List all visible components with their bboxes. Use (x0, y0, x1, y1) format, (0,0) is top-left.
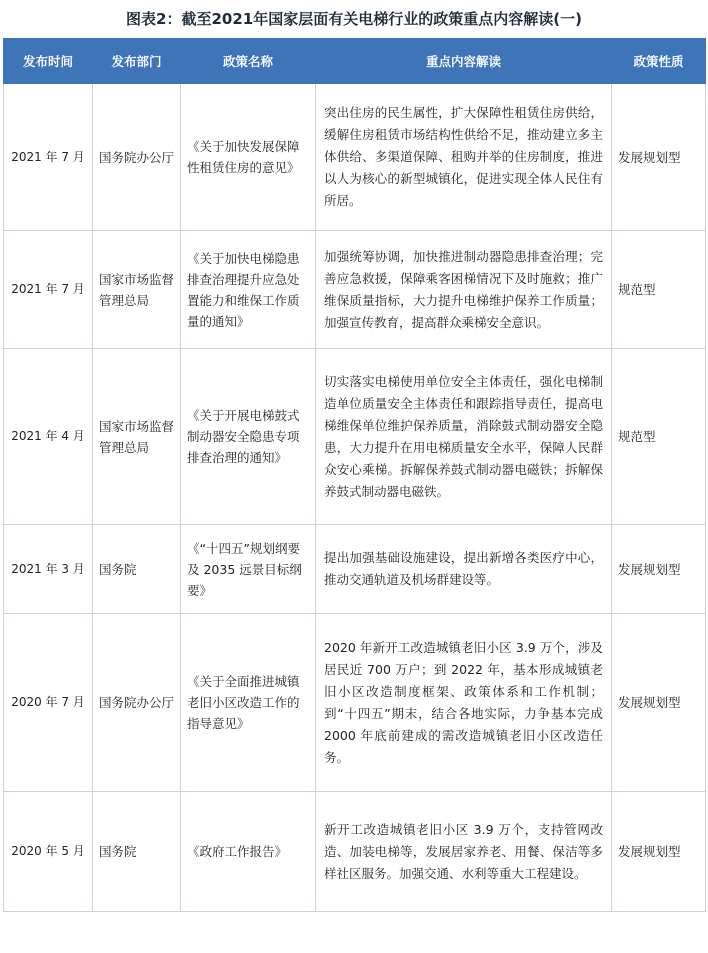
cell-dept: 国务院 (93, 792, 181, 912)
cell-nature: 发展规划型 (612, 525, 706, 614)
cell-date: 2021 年 7 月 (4, 84, 93, 231)
table-row (4, 231, 706, 349)
table-row (4, 349, 706, 525)
cell-content: 2020 年新开工改造城镇老旧小区 3.9 万个，涉及居民近 700 万户；到 2022 年，基本形成城镇老旧小区改造制度框架、政策体系和工作机制；到“十四五”期末，结合各地实际，力争基本完成 2000 年底前建成的需改造城镇老旧小区改造任务。 (316, 614, 612, 792)
cell-nature: 发展规划型 (612, 614, 706, 792)
cell-content: 突出住房的民生属性，扩大保障性租赁住房供给，缓解住房租赁市场结构性供给不足，推动建立多主体供给、多渠道保障、租购并举的住房制度，推进以人为核心的新型城镇化，促进实现全体人民住有所居。 (316, 84, 612, 231)
cell-nature: 发展规划型 (612, 84, 706, 231)
table-header-row (4, 39, 706, 84)
cell-date: 2021 年 7 月 (4, 231, 93, 349)
table-row (4, 614, 706, 792)
cell-nature: 规范型 (612, 231, 706, 349)
cell-name: 《关于开展电梯鼓式制动器安全隐患专项排查治理的通知》 (181, 349, 316, 525)
cell-name: 《关于加快电梯隐患排查治理提升应急处置能力和维保工作质量的通知》 (181, 231, 316, 349)
page-title: 图表2：截至2021年国家层面有关电梯行业的政策重点内容解读(一) (126, 10, 582, 28)
cell-dept: 国务院办公厅 (93, 614, 181, 792)
cell-name: 《政府工作报告》 (181, 792, 316, 912)
header-dept: 发布部门 (93, 39, 181, 84)
cell-date: 2021 年 3 月 (4, 525, 93, 614)
cell-dept: 国家市场监督管理总局 (93, 349, 181, 525)
header-nature: 政策性质 (612, 39, 706, 84)
policy-table (3, 38, 706, 912)
cell-date: 2021 年 4 月 (4, 349, 93, 525)
cell-name: 《“十四五”规划纲要及 2035 远景目标纲要》 (181, 525, 316, 614)
table-row (4, 525, 706, 614)
cell-nature: 规范型 (612, 349, 706, 525)
header-content: 重点内容解读 (316, 39, 612, 84)
cell-content: 提出加强基础设施建设，提出新增各类医疗中心，推动交通轨道及机场群建设等。 (316, 525, 612, 614)
cell-dept: 国家市场监督管理总局 (93, 231, 181, 349)
table-row (4, 792, 706, 912)
header-name: 政策名称 (181, 39, 316, 84)
cell-date: 2020 年 7 月 (4, 614, 93, 792)
cell-name: 《关于加快发展保障性租赁住房的意见》 (181, 84, 316, 231)
cell-nature: 发展规划型 (612, 792, 706, 912)
cell-name: 《关于全面推进城镇老旧小区改造工作的指导意见》 (181, 614, 316, 792)
cell-content: 新开工改造城镇老旧小区 3.9 万个，支持管网改造、加装电梯等，发展居家养老、用餐、保洁等多样社区服务。加强交通、水利等重大工程建设。 (316, 792, 612, 912)
cell-dept: 国务院办公厅 (93, 84, 181, 231)
table-row (4, 84, 706, 231)
header-date: 发布时间 (4, 39, 93, 84)
cell-date: 2020 年 5 月 (4, 792, 93, 912)
cell-content: 切实落实电梯使用单位安全主体责任，强化电梯制造单位质量安全主体责任和跟踪指导责任，提高电梯维保单位维护保养质量，消除鼓式制动器安全隐患，大力提升在用电梯质量安全水平，保障人民群众安心乘梯。拆解保养鼓式制动器电磁铁；拆解保养鼓式制动器电磁铁。 (316, 349, 612, 525)
cell-content: 加强统筹协调，加快推进制动器隐患排查治理；完善应急救援，保障乘客困梯情况下及时施救；推广维保质量指标，大力提升电梯维护保养工作质量；加强宣传教育，提高群众乘梯安全意识。 (316, 231, 612, 349)
cell-dept: 国务院 (93, 525, 181, 614)
